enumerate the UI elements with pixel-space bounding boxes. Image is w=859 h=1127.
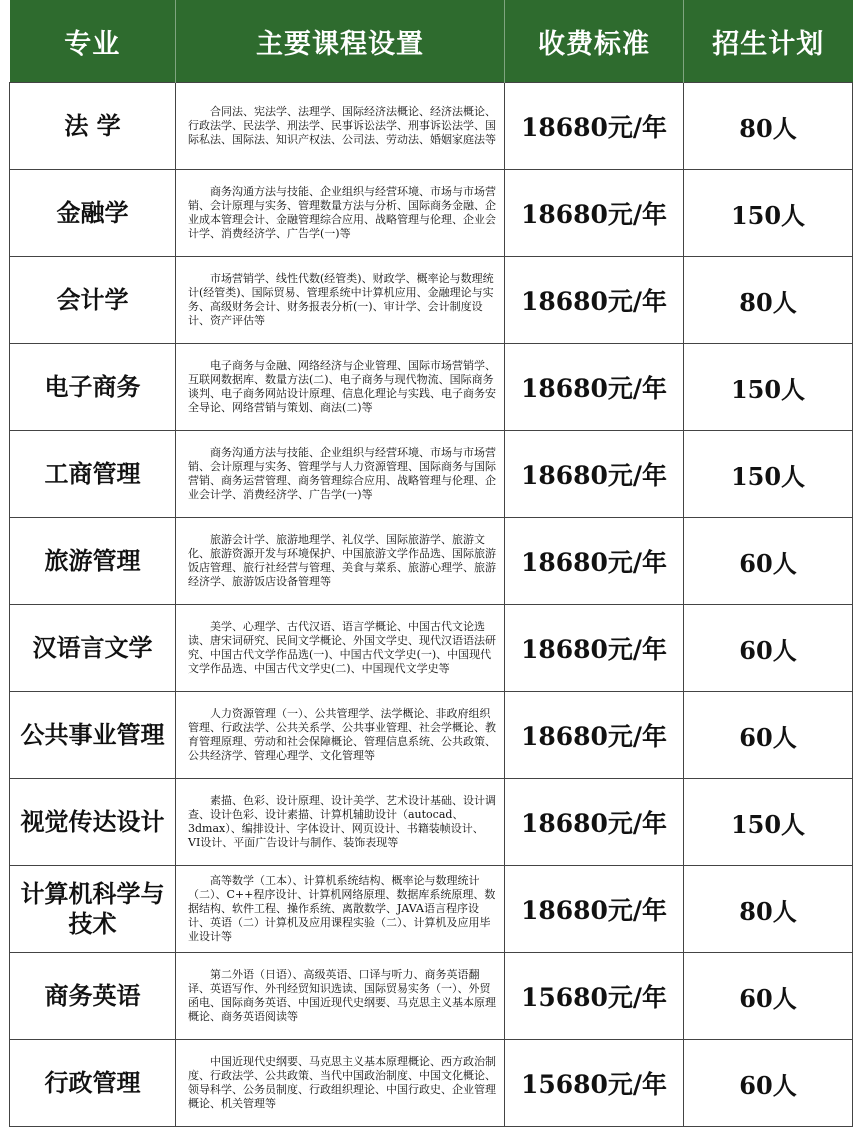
major-name: 电子商务 xyxy=(10,344,176,431)
course-list: 市场营销学、线性代数(经管类)、财政学、概率论与数理统计(经管类)、国际贸易、管理系统中计算机应用、金融理论与实务、高级财务会计、财务报表分析(一)、审计学、会计制度设计、资产评估等 xyxy=(176,257,505,344)
tuition-fee: 18680元/年 xyxy=(505,866,684,953)
tuition-fee: 18680元/年 xyxy=(505,344,684,431)
major-name: 金融学 xyxy=(10,170,176,257)
enrollment-plan: 60人 xyxy=(684,518,853,605)
table-row xyxy=(10,518,853,605)
table-row xyxy=(10,431,853,518)
tuition-fee: 15680元/年 xyxy=(505,1040,684,1127)
tuition-fee: 18680元/年 xyxy=(505,518,684,605)
tuition-fee: 18680元/年 xyxy=(505,605,684,692)
table-row xyxy=(10,779,853,866)
enrollment-table-wrapper xyxy=(9,0,852,1127)
course-list: 商务沟通方法与技能、企业组织与经营环境、市场与市场营销、会计原理与实务、管理数量方法与分析、国际商务金融、企业成本管理会计、金融管理综合应用、战略管理与伦理、企业会计学、消费经济学、广告学(一)等 xyxy=(176,170,505,257)
table-row xyxy=(10,344,853,431)
enrollment-plan: 60人 xyxy=(684,953,853,1040)
major-name: 视觉传达设计 xyxy=(10,779,176,866)
major-name: 汉语言文学 xyxy=(10,605,176,692)
course-list: 高等数学（工本）、计算机系统结构、概率论与数理统计（二）、C++程序设计、计算机网络原理、数据库系统原理、数据结构、软件工程、操作系统、离散数学、JAVA语言程序设计、英语（二）计算机及应用课程实验（二）、计算机及应用毕业设计等 xyxy=(176,866,505,953)
course-list: 旅游会计学、旅游地理学、礼仪学、国际旅游学、旅游文化、旅游资源开发与环境保护、中国旅游文学作品选、国际旅游饭店管理、旅行社经营与管理、美食与菜系、旅游心理学、旅游经济学、旅游饭店设备管理等 xyxy=(176,518,505,605)
enrollment-plan: 60人 xyxy=(684,692,853,779)
major-name: 工商管理 xyxy=(10,431,176,518)
header-row xyxy=(10,0,853,83)
table-row xyxy=(10,605,853,692)
enrollment-table xyxy=(9,0,853,1127)
enrollment-plan: 150人 xyxy=(684,344,853,431)
tuition-fee: 18680元/年 xyxy=(505,431,684,518)
major-name: 会计学 xyxy=(10,257,176,344)
table-row xyxy=(10,257,853,344)
table-row xyxy=(10,1040,853,1127)
tuition-fee: 18680元/年 xyxy=(505,257,684,344)
tuition-fee: 18680元/年 xyxy=(505,170,684,257)
enrollment-plan: 150人 xyxy=(684,431,853,518)
table-row xyxy=(10,866,853,953)
major-name: 计算机科学与技术 xyxy=(10,866,176,953)
table-row xyxy=(10,953,853,1040)
header-fee: 收费标准 xyxy=(505,0,684,83)
header-plan: 招生计划 xyxy=(684,0,853,83)
major-name: 法 学 xyxy=(10,83,176,170)
enrollment-plan: 60人 xyxy=(684,605,853,692)
table-header xyxy=(10,0,853,83)
course-list: 素描、色彩、设计原理、设计美学、艺术设计基础、设计调查、设计色彩、设计素描、计算机辅助设计（autocad、3dmax）、编排设计、字体设计、网页设计、书籍装帧设计、VI设计、平面广告设计与制作、装饰表现等 xyxy=(176,779,505,866)
major-name: 公共事业管理 xyxy=(10,692,176,779)
course-list: 中国近现代史纲要、马克思主义基本原理概论、西方政治制度、行政法学、公共政策、当代中国政治制度、中国文化概论、领导科学、公务员制度、行政组织理论、中国行政史、企业管理概论、机关管理等 xyxy=(176,1040,505,1127)
course-list: 人力资源管理（一）、公共管理学、法学概论、非政府组织管理、行政法学、公共关系学、公共事业管理、社会学概论、教育管理原理、劳动和社会保障概论、管理信息系统、公共政策、公共经济学、管理心理学、文化管理等 xyxy=(176,692,505,779)
tuition-fee: 18680元/年 xyxy=(505,779,684,866)
enrollment-plan: 80人 xyxy=(684,866,853,953)
major-name: 行政管理 xyxy=(10,1040,176,1127)
table-row xyxy=(10,692,853,779)
course-list: 合同法、宪法学、法理学、国际经济法概论、经济法概论、行政法学、民法学、刑法学、民事诉讼法学、刑事诉讼法学、国际私法、国际法、知识产权法、公司法、劳动法、婚姻家庭法等 xyxy=(176,83,505,170)
enrollment-plan: 150人 xyxy=(684,170,853,257)
course-list: 电子商务与金融、网络经济与企业管理、国际市场营销学、互联网数据库、数量方法(二)、电子商务与现代物流、国际商务谈判、电子商务网站设计原理、信息化理论与实践、电子商务安全导论、网络营销与策划、商法(二)等 xyxy=(176,344,505,431)
course-list: 美学、心理学、古代汉语、语言学概论、中国古代文论选读、唐宋词研究、民间文学概论、外国文学史、现代汉语语法研究、中国古代文学作品选(一)、中国古代文学史(一)、中国现代文学作品选、中国古代文学史(二)、中国现代文学史等 xyxy=(176,605,505,692)
header-major: 专业 xyxy=(10,0,176,83)
table-row xyxy=(10,170,853,257)
course-list: 第二外语（日语）、高级英语、口译与听力、商务英语翻译、英语写作、外刊经贸知识选读、国际贸易实务（一）、外贸函电、国际商务英语、中国近现代史纲要、马克思主义基本原理概论、商务英语阅读等 xyxy=(176,953,505,1040)
enrollment-plan: 150人 xyxy=(684,779,853,866)
enrollment-plan: 80人 xyxy=(684,83,853,170)
table-body xyxy=(10,83,853,1127)
course-list: 商务沟通方法与技能、企业组织与经营环境、市场与市场营销、会计原理与实务、管理学与人力资源管理、国际商务与国际营销、商务运营管理、商务管理综合应用、战略管理与伦理、企业会计学、消费经济学、广告学(一)等 xyxy=(176,431,505,518)
table-row xyxy=(10,83,853,170)
enrollment-plan: 80人 xyxy=(684,257,853,344)
major-name: 旅游管理 xyxy=(10,518,176,605)
tuition-fee: 18680元/年 xyxy=(505,692,684,779)
major-name: 商务英语 xyxy=(10,953,176,1040)
tuition-fee: 15680元/年 xyxy=(505,953,684,1040)
enrollment-plan: 60人 xyxy=(684,1040,853,1127)
tuition-fee: 18680元/年 xyxy=(505,83,684,170)
header-courses: 主要课程设置 xyxy=(176,0,505,83)
